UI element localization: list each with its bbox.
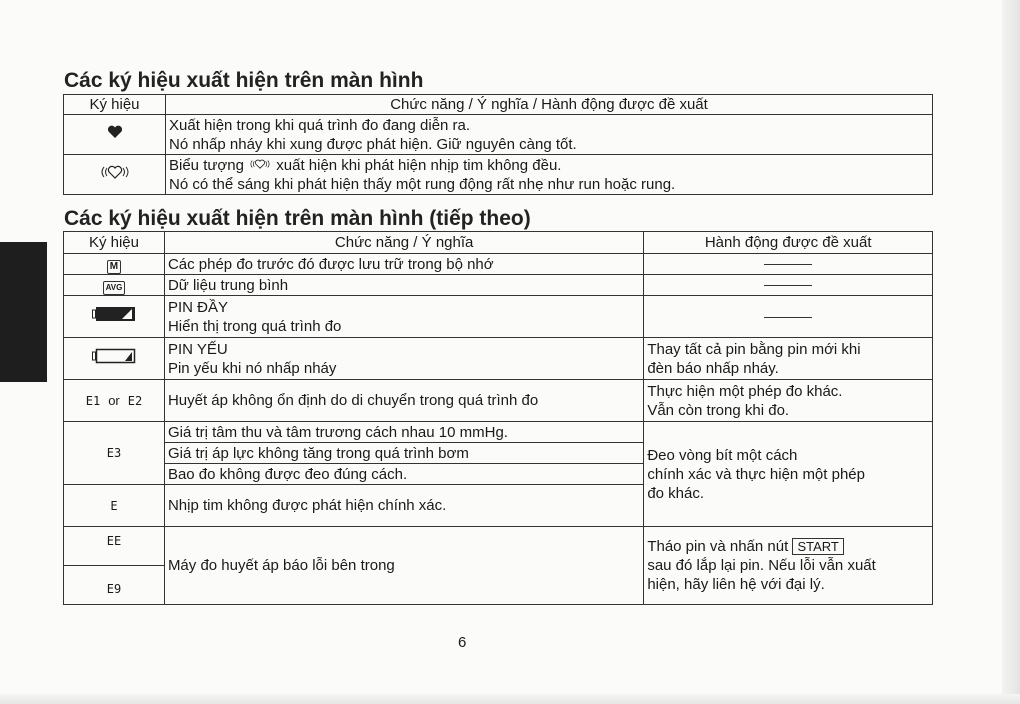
error-code-e3: E3 bbox=[106, 446, 122, 460]
page-edge bbox=[1002, 0, 1020, 704]
action-text: Đeo vòng bít một cách bbox=[647, 446, 798, 464]
section-tab-marker bbox=[0, 242, 47, 382]
action-text: đo khác. bbox=[647, 484, 705, 502]
table-row bbox=[64, 155, 933, 195]
start-button-label: START bbox=[792, 538, 843, 555]
row-text: Xuất hiện trong khi quá trình đo đang diễn ra. bbox=[169, 116, 471, 134]
table-row bbox=[64, 527, 933, 605]
row-text: Nó nhấp nháy khi xung được phát hiện. Giữ nguyên càng tốt. bbox=[169, 135, 577, 153]
error-code-e1: E1 bbox=[85, 393, 101, 408]
function-text: Máy đo huyết áp báo lỗi bên trong bbox=[164, 527, 643, 605]
table-row bbox=[64, 338, 933, 380]
function-text: PIN ĐẦY bbox=[167, 298, 228, 316]
function-text: Nhịp tim không được phát hiện chính xác. bbox=[164, 485, 643, 527]
irregular-heartbeat-icon bbox=[248, 158, 272, 170]
battery-full-icon bbox=[92, 306, 136, 322]
action-text: Thay tất cả pin bằng pin mới khi bbox=[647, 340, 861, 358]
no-action-dash bbox=[764, 317, 812, 318]
table-row bbox=[64, 254, 933, 275]
row-text: xuất hiện khi phát hiện nhịp tim không đều. bbox=[272, 156, 562, 174]
table-row bbox=[64, 115, 933, 155]
table-row bbox=[64, 422, 933, 443]
action-text: Vẫn còn trong khi đo. bbox=[647, 401, 790, 419]
function-text: Bao đo không được đeo đúng cách. bbox=[164, 464, 643, 485]
function-text: Giá trị tâm thu và tâm trương cách nhau 10 mmHg. bbox=[164, 422, 643, 443]
table-row bbox=[64, 380, 933, 422]
battery-low-icon bbox=[92, 348, 136, 364]
or-text: or bbox=[108, 392, 120, 408]
function-text: Giá trị áp lực không tăng trong quá trình bơm bbox=[164, 443, 643, 464]
action-text: chính xác và thực hiện một phép bbox=[647, 465, 865, 483]
table-row bbox=[64, 296, 933, 338]
action-text: sau đó lắp lại pin. Nếu lỗi vẫn xuất bbox=[647, 557, 876, 574]
function-text: Hiển thị trong quá trình đo bbox=[167, 317, 342, 335]
no-action-dash bbox=[764, 285, 812, 286]
memory-icon: M bbox=[107, 260, 121, 274]
function-text: Pin yếu khi nó nhấp nháy bbox=[167, 359, 337, 377]
col-header-symbol: Ký hiệu bbox=[64, 95, 166, 115]
no-action-dash bbox=[764, 264, 812, 265]
function-text: Các phép đo trước đó được lưu trữ trong bộ nhớ bbox=[164, 254, 643, 275]
col-header-symbol: Ký hiệu bbox=[64, 232, 165, 254]
error-code-e9: E9 bbox=[106, 582, 122, 596]
section1-title: Các ký hiệu xuất hiện trên màn hình bbox=[64, 69, 424, 92]
col-header-function: Chức năng / Ý nghĩa / Hành động được đề xuất bbox=[166, 95, 933, 115]
error-code-e2: E2 bbox=[127, 393, 143, 408]
symbols-table bbox=[63, 94, 933, 195]
action-text: Thực hiện một phép đo khác. bbox=[647, 382, 843, 400]
irregular-heartbeat-icon bbox=[98, 164, 132, 180]
col-header-function: Chức năng / Ý nghĩa bbox=[164, 232, 643, 254]
heart-icon bbox=[107, 125, 123, 139]
function-text: PIN YẾU bbox=[167, 340, 228, 358]
error-code-ee: EE bbox=[64, 532, 164, 566]
page-number: 6 bbox=[458, 634, 467, 651]
error-code-e: E bbox=[110, 498, 118, 513]
action-text: hiện, hãy liên hệ với đại lý. bbox=[647, 576, 825, 593]
row-text: Nó có thể sáng khi phát hiện thấy một rung động rất nhẹ như run hoặc rung. bbox=[169, 175, 676, 193]
function-text: Dữ liệu trung bình bbox=[164, 275, 643, 296]
page-bottom-edge bbox=[0, 694, 1020, 704]
section2-title: Các ký hiệu xuất hiện trên màn hình (tiếp theo) bbox=[64, 207, 531, 230]
action-text: đèn báo nhấp nháy. bbox=[647, 359, 779, 377]
col-header-action: Hành động được đề xuất bbox=[644, 232, 933, 254]
row-text: Biểu tượng bbox=[169, 156, 249, 174]
function-text: Huyết áp không ổn định do di chuyển trong quá trình đo bbox=[164, 380, 643, 422]
symbols-table-continued bbox=[63, 231, 933, 605]
action-text: Tháo pin và nhấn nút bbox=[647, 538, 789, 555]
table-row bbox=[64, 275, 933, 296]
average-icon: AVG bbox=[103, 281, 126, 295]
